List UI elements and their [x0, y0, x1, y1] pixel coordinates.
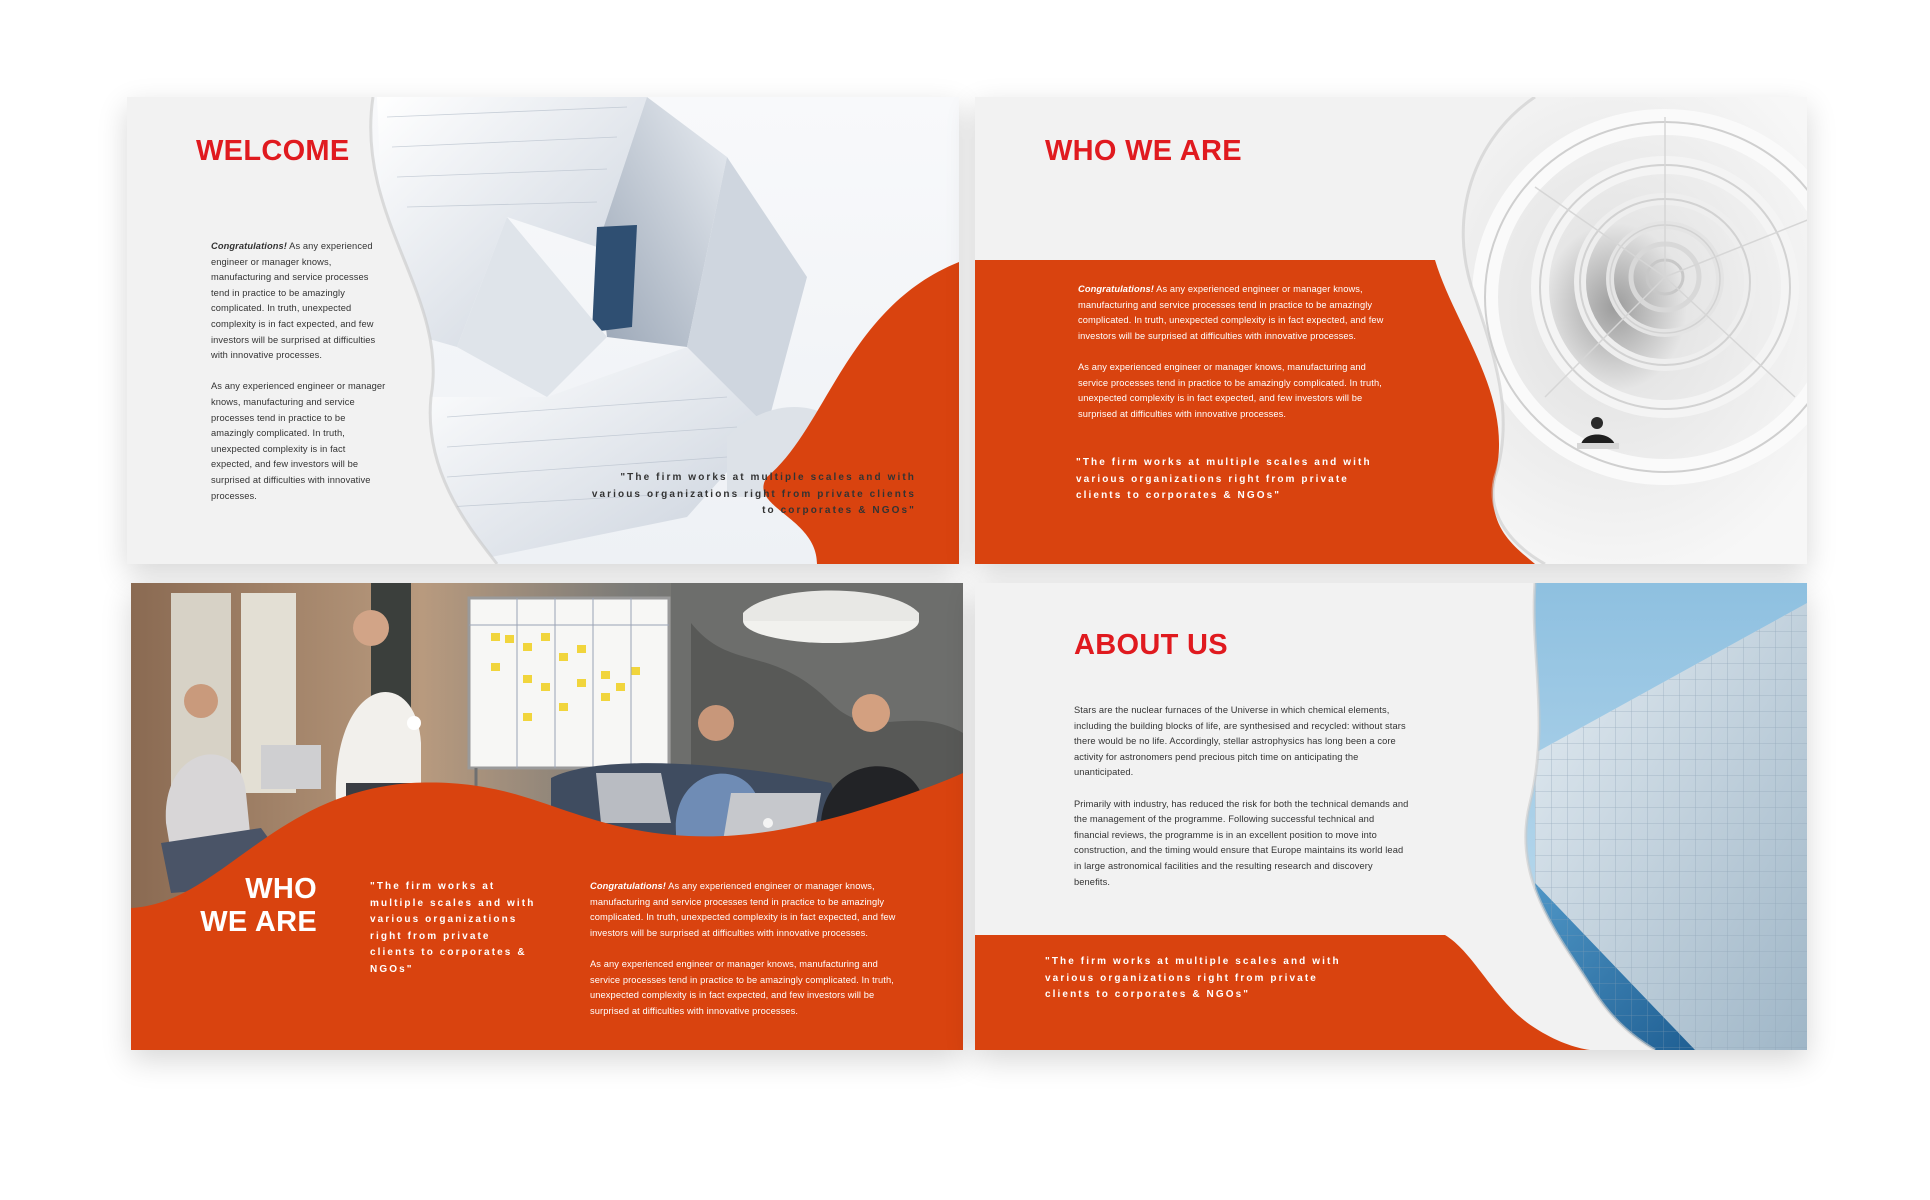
- body-text: [211, 239, 387, 520]
- page-title: WELCOME: [196, 135, 350, 167]
- quote-text: "The firm works at multiple scales and with various organizations right from private clients to corporates & NGOs": [1045, 956, 1341, 1000]
- slide-who-we-are-2: [131, 583, 963, 1050]
- paragraph-1: As any experienced engineer or manager knows, manufacturing and service processes tend in practice to be amazingly complicated. In truth, unexpected complexity is in fact expected, and few investors will be surprised at difficulties with innovative processes.: [211, 241, 376, 361]
- paragraph-2: As any experienced engineer or manager knows, manufacturing and service processes tend in practice to be amazingly complicated. In truth, unexpected complexity is in fact expected, and few investors will be surprised at difficulties with innovative processes.: [1078, 361, 1382, 419]
- glass-building-photo: [1515, 583, 1807, 1050]
- paragraph-2: Primarily with industry, has reduced the risk for both the technical demands and the management of the programme. Following successful technical and financial reviews, the programme is in an excellent position to move into construction, and the timing would ensure that Europe maintains its world lead in large astronomical facilities and the resulting research and discovery benefits.: [1074, 798, 1409, 887]
- lead-text: Congratulations!: [590, 881, 666, 891]
- paragraph-2: As any experienced engineer or manager knows, manufacturing and service processes tend in practice to be amazingly complicated. In truth, unexpected complexity is in fact expected, and few investors will be surprised at difficulties with innovative processes.: [590, 958, 894, 1016]
- lead-text: Congratulations!: [211, 241, 287, 251]
- title-line-1: WHO: [245, 873, 317, 905]
- paragraph-1: As any experienced engineer or manager knows, manufacturing and service processes tend in practice to be amazingly complicated. In truth, unexpected complexity is in fact expected, and few investors will be surprised at difficulties with innovative processes.: [590, 881, 896, 938]
- page-title: WHO WE ARE: [1045, 135, 1242, 167]
- quote-text: "The firm works at multiple scales and with various organizations right from private clients to corporates & NGOs": [370, 881, 536, 975]
- lead-text: Congratulations!: [1078, 284, 1154, 294]
- paragraph-2: As any experienced engineer or manager knows, manufacturing and service processes tend in practice to be amazingly complicated. In truth, unexpected complexity is in fact expected, and few investors will be surprised at difficulties with innovative processes.: [211, 381, 386, 501]
- paragraph-1: As any experienced engineer or manager knows, manufacturing and service processes tend in practice to be amazingly complicated. In truth, unexpected complexity is in fact expected, and few investors will be surprised at difficulties with innovative processes.: [1078, 284, 1384, 341]
- quote-text: "The firm works at multiple scales and with various organizations right from private clients to corporates & NGOs": [591, 472, 916, 516]
- paragraph-1: Stars are the nuclear furnaces of the Universe in which chemical elements, including the building blocks of life, are synthesised and recycled: without stars there would be no life. Accordingly, stellar astrophysics has long been a core activity for astronomers pend precious pitch time on anticipating the unanticipated.: [1074, 705, 1406, 778]
- body-text: [1074, 703, 1409, 906]
- slide-who-we-are-1: [975, 97, 1807, 564]
- body-text: [590, 879, 910, 1035]
- page-title: [197, 873, 317, 940]
- slide-welcome: [127, 97, 959, 564]
- title-line-2: WE ARE: [200, 906, 317, 939]
- quote-text: "The firm works at multiple scales and with various organizations right from private clients to corporates & NGOs": [1076, 457, 1372, 501]
- page-title: ABOUT US: [1074, 629, 1228, 661]
- body-text: [1078, 282, 1398, 438]
- slide-about-us: [975, 583, 1807, 1050]
